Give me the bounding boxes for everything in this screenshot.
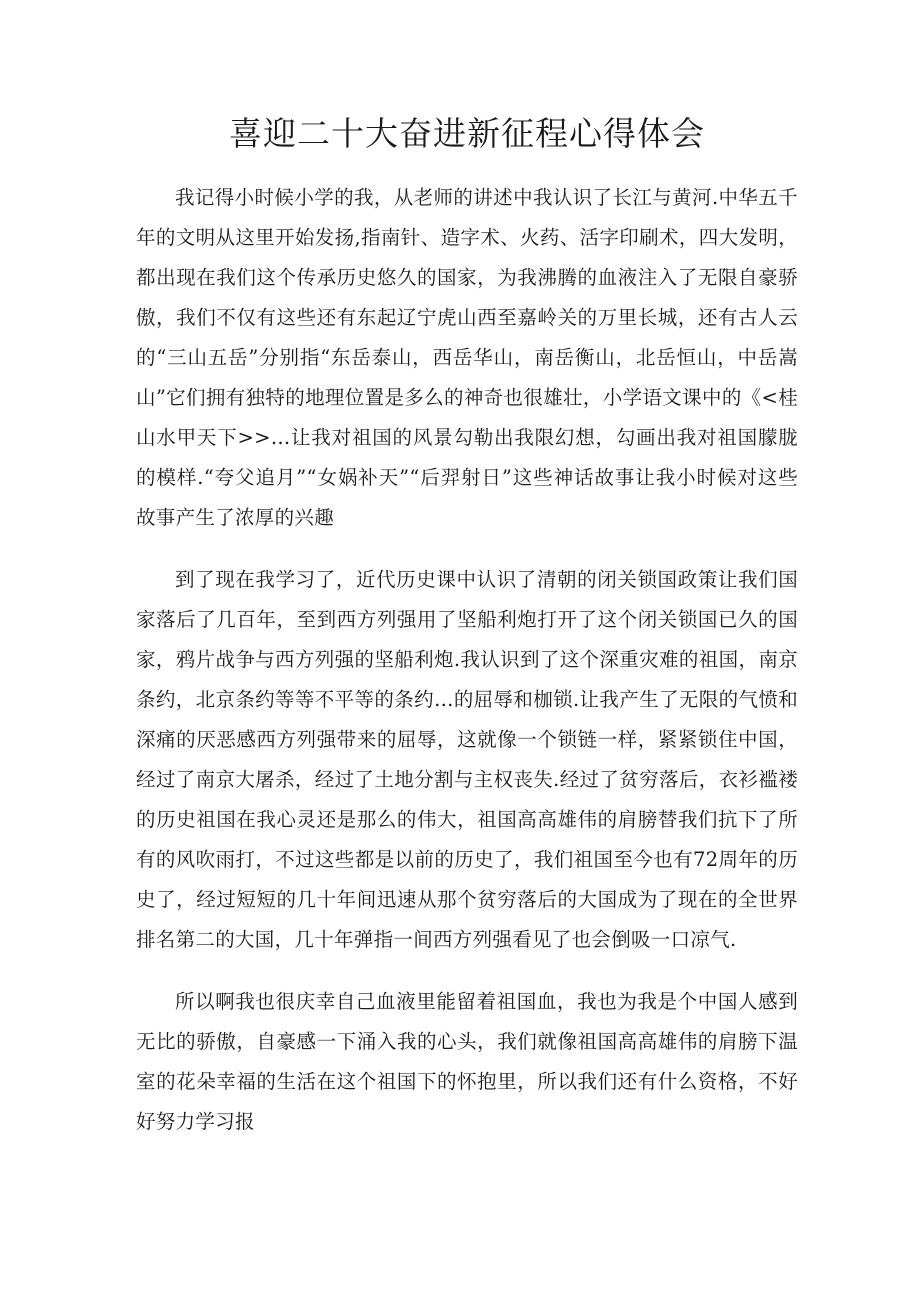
document-title: 喜迎二十大奋进新征程心得体会: [229, 114, 705, 153]
paragraph-pride: 所以啊我也很庆幸自己血液里能留着祖国血，我也为我是个中国人感到无比的骄傲，自豪感一下涌入我的心头，我们就像祖国高高雄伟的肩膀下温室的花朵幸福的生活在这个祖国下的怀抱里，所以我们还有什么资格，不好好努力学习报: [136, 990, 798, 1133]
paragraph-childhood: 我记得小时候小学的我，从老师的讲述中我认识了长江与黄河.中华五千年的文明从这里开始发扬,指南针、造字术、火药、活字印刷术，四大发明，都出现在我们这个传承历史悠久的国家，为我沸腾的血液注入了无限自豪骄傲，我们不仅有这些还有东起辽宁虎山西至嘉岭关的万里长城，还有古人云的“三山五岳”分别指“东岳泰山，西岳华山，南岳衡山，北岳恒山，中岳嵩山”它们拥有独特的地理位置是多么的神奇也很雄壮，小学语文课中的《<桂山水甲天下>>…让我对祖国的风景勾勒出我限幻想，勾画出我对祖国朦胧的模样.“夸父追月”“女娲补天”“后羿射日”这些神话故事让我小时候对这些故事产生了浓厚的兴趣: [136, 186, 798, 529]
paragraph-modern-history: 到了现在我学习了，近代历史课中认识了清朝的闭关锁国政策让我们国家落后了几百年，至到西方列强用了坚船利炮打开了这个闭关锁国已久的国家，鸦片战争与西方列强的坚船利炮.我认识到了这个深重灾难的祖国，南京条约，北京条约等等不平等的条约…的屈辱和枷锁.让我产生了无限的气愤和深痛的厌恶感西方列强带来的屈辱，这就像一个锁链一样，紧紧锁住中国，经过了南京大屠杀，经过了土地分割与主权丧失.经过了贫穷落后，衣衫褴褛的历史祖国在我心灵还是那么的伟大，祖国高高雄伟的肩膀替我们抗下了所有的风吹雨打，不过这些都是以前的历史了，我们祖国至今也有72周年的历史了，经过短短的几十年间迅速从那个贫穷落后的大国成为了现在的全世界排名第二的大国，几十年弹指一间西方列强看见了也会倒吸一口凉气.: [136, 568, 798, 951]
